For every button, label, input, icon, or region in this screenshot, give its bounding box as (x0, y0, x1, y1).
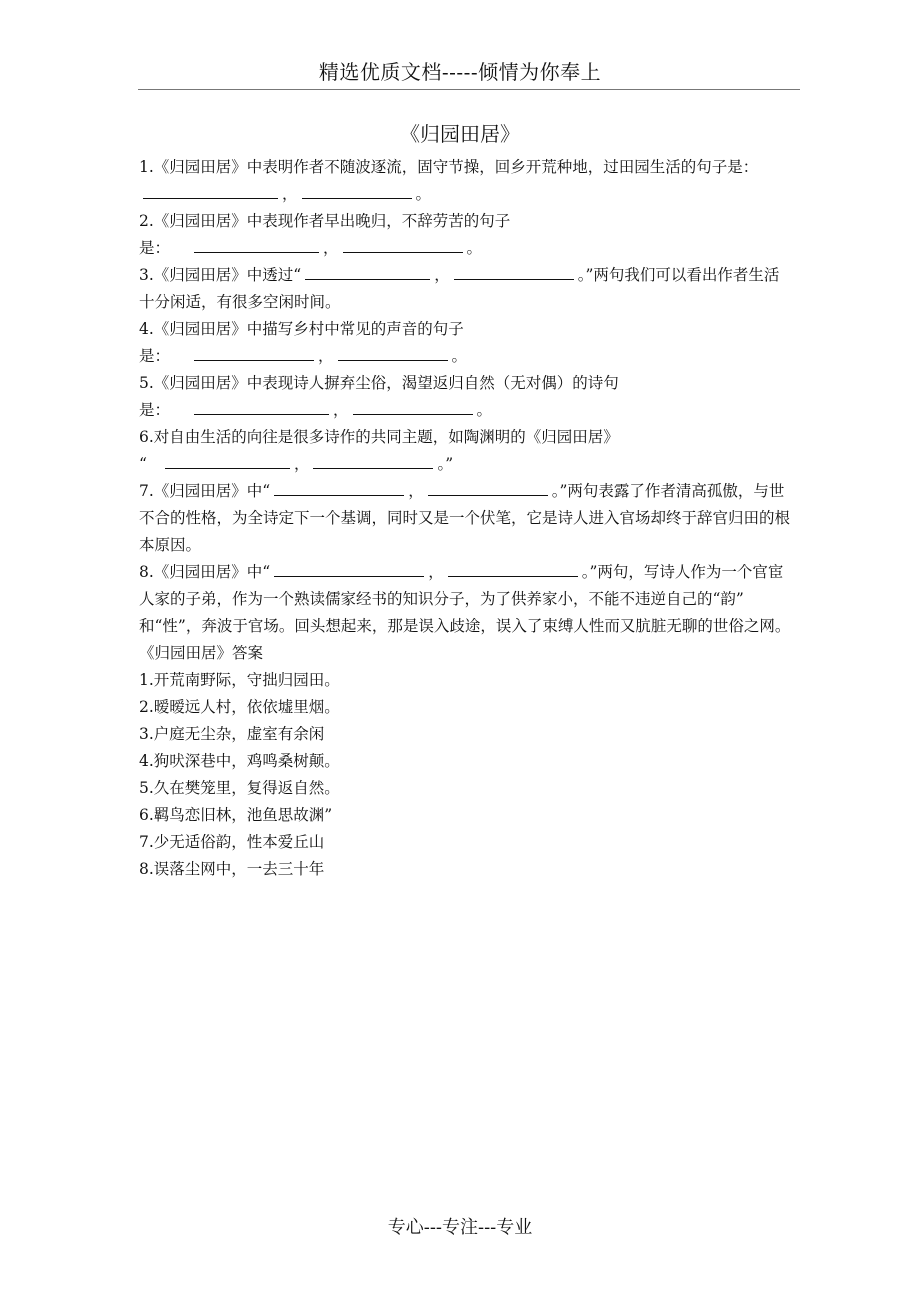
answer-item: 5.久在樊笼里，复得返自然。 (139, 779, 340, 797)
question-6: 6.对自由生活的向往是很多诗作的共同主题，如陶渊明的《归园田居》 “ ， 。” (139, 428, 619, 473)
question-3: 3.《归园田居》中透过“ ， 。”两句我们可以看出作者生活十分闲适，有很多空闲时间。 (139, 262, 794, 316)
answer-blank[interactable] (343, 236, 463, 253)
answer-blank[interactable] (313, 452, 433, 469)
answers-title: 《归园田居》答案 (139, 644, 264, 662)
page-footer: 专心---专注---专业 (387, 1217, 533, 1238)
document-title: 《归园田居》 (400, 122, 520, 146)
answer-blank[interactable] (428, 479, 548, 496)
answer-item: 3.户庭无尘杂，虚室有余闲 (139, 725, 325, 743)
answer-blank[interactable] (165, 452, 290, 469)
answer-item: 2.暧暧远人村，依依墟里烟。 (139, 698, 340, 716)
answer-item: 7.少无适俗韵，性本爱丘山 (139, 833, 325, 851)
question-4: 4.《归园田居》中描写乡村中常见的声音的句子 是： ， 。 (139, 320, 468, 365)
answer-blank[interactable] (274, 479, 404, 496)
question-1: 1.《归园田居》中表明作者不随波逐流，固守节操，回乡开荒种地，过田园生活的句子是：， 。 (139, 158, 759, 203)
answer-blank[interactable] (305, 263, 430, 280)
answer-blank[interactable] (274, 560, 424, 577)
answer-blank[interactable] (194, 344, 314, 361)
answer-item: 4.狗吠深巷中，鸡鸣桑树颠。 (139, 752, 340, 770)
answer-blank[interactable] (143, 182, 278, 199)
answer-item: 8.误落尘网中，一去三十年 (139, 860, 325, 878)
answer-item: 1.开荒南野际，守拙归园田。 (139, 671, 340, 689)
question-8: 8.《归园田居》中“ ， 。”两句，写诗人作为一个官宦人家的子弟，作为一个熟读儒家经书的知识分子，为了供养家小，不能不违逆自己的“韵” 和“性”，奔波于官场。回头想起来，那是误入歧途，误入了束缚人性而又肮脏无聊的世俗之网。 (139, 559, 794, 640)
answer-blank[interactable] (353, 398, 473, 415)
answer-blank[interactable] (448, 560, 578, 577)
answer-blank[interactable] (194, 236, 319, 253)
page-header: 精选优质文档-----倾情为你奉上 (318, 60, 602, 84)
answer-blank[interactable] (454, 263, 574, 280)
question-7: 7.《归园田居》中“ ， 。”两句表露了作者清高孤傲，与世不合的性格，为全诗定下一个基调，同时又是一个伏笔，它是诗人进入官场却终于辞官归田的根本原因。 (139, 478, 794, 559)
document-body (139, 154, 794, 883)
question-2: 2.《归园田居》中表现作者早出晚归，不辞劳苦的句子 是： ， 。 (139, 212, 511, 257)
header-divider (138, 89, 800, 90)
answer-blank[interactable] (194, 398, 329, 415)
answer-blank[interactable] (302, 182, 412, 199)
answer-item: 6.羁鸟恋旧林，池鱼思故渊” (139, 806, 333, 824)
answer-blank[interactable] (338, 344, 448, 361)
question-5: 5.《归园田居》中表现诗人摒弃尘俗，渴望返归自然（无对偶）的诗句 是： ， 。 (139, 374, 619, 419)
